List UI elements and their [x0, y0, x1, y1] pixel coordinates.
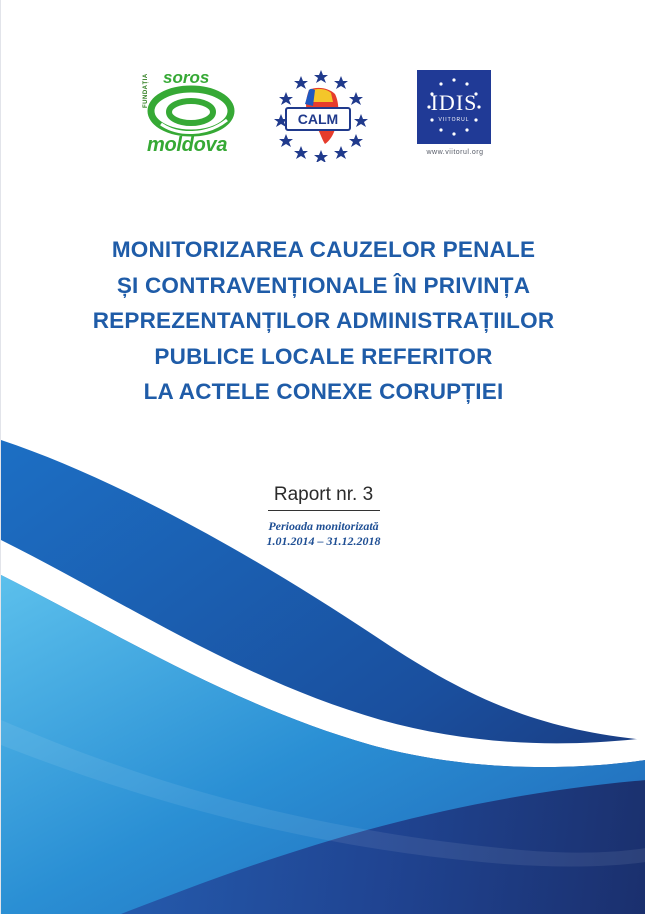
title-line-4: PUBLICE LOCALE REFERITOR — [154, 343, 493, 369]
idis-viitorul-logo — [417, 70, 493, 162]
title-line-1: MONITORIZAREA CAUZELOR PENALE — [111, 237, 536, 262]
soros-fundatia-text: FUNDAȚIA — [143, 73, 149, 108]
soros-swirl-icon — [147, 84, 235, 138]
calm-logo — [273, 66, 369, 162]
idis-name-text: IDIS — [430, 90, 478, 115]
report-title — [41, 232, 606, 410]
period-label: Perioada monitorizată — [268, 519, 379, 533]
idis-logo-box — [417, 70, 491, 144]
report-number: Raport nr. 3 — [273, 484, 374, 505]
soros-name-text: soros — [163, 68, 210, 87]
idis-url-text: www.viitorul.org — [426, 149, 484, 156]
calm-name-text: CALM — [285, 107, 351, 131]
title-line-5: LA ACTELE CONEXE CORUPȚIEI — [143, 379, 504, 404]
partner-logos — [1, 60, 645, 170]
soros-country-text: moldova — [147, 134, 228, 156]
title-line-3: REPREZENTANȚILOR ADMINISTRAȚIILOR — [92, 308, 555, 333]
soros-moldova-logo — [143, 68, 239, 158]
idis-subtitle-text: VIITORUL — [438, 117, 470, 123]
title-line-2: ȘI CONTRAVENȚIONALE ÎN PRIVINȚA — [116, 272, 531, 298]
report-divider — [268, 510, 380, 511]
period-dates: 1.01.2014 – 31.12.2018 — [266, 534, 381, 548]
report-info — [1, 482, 645, 549]
